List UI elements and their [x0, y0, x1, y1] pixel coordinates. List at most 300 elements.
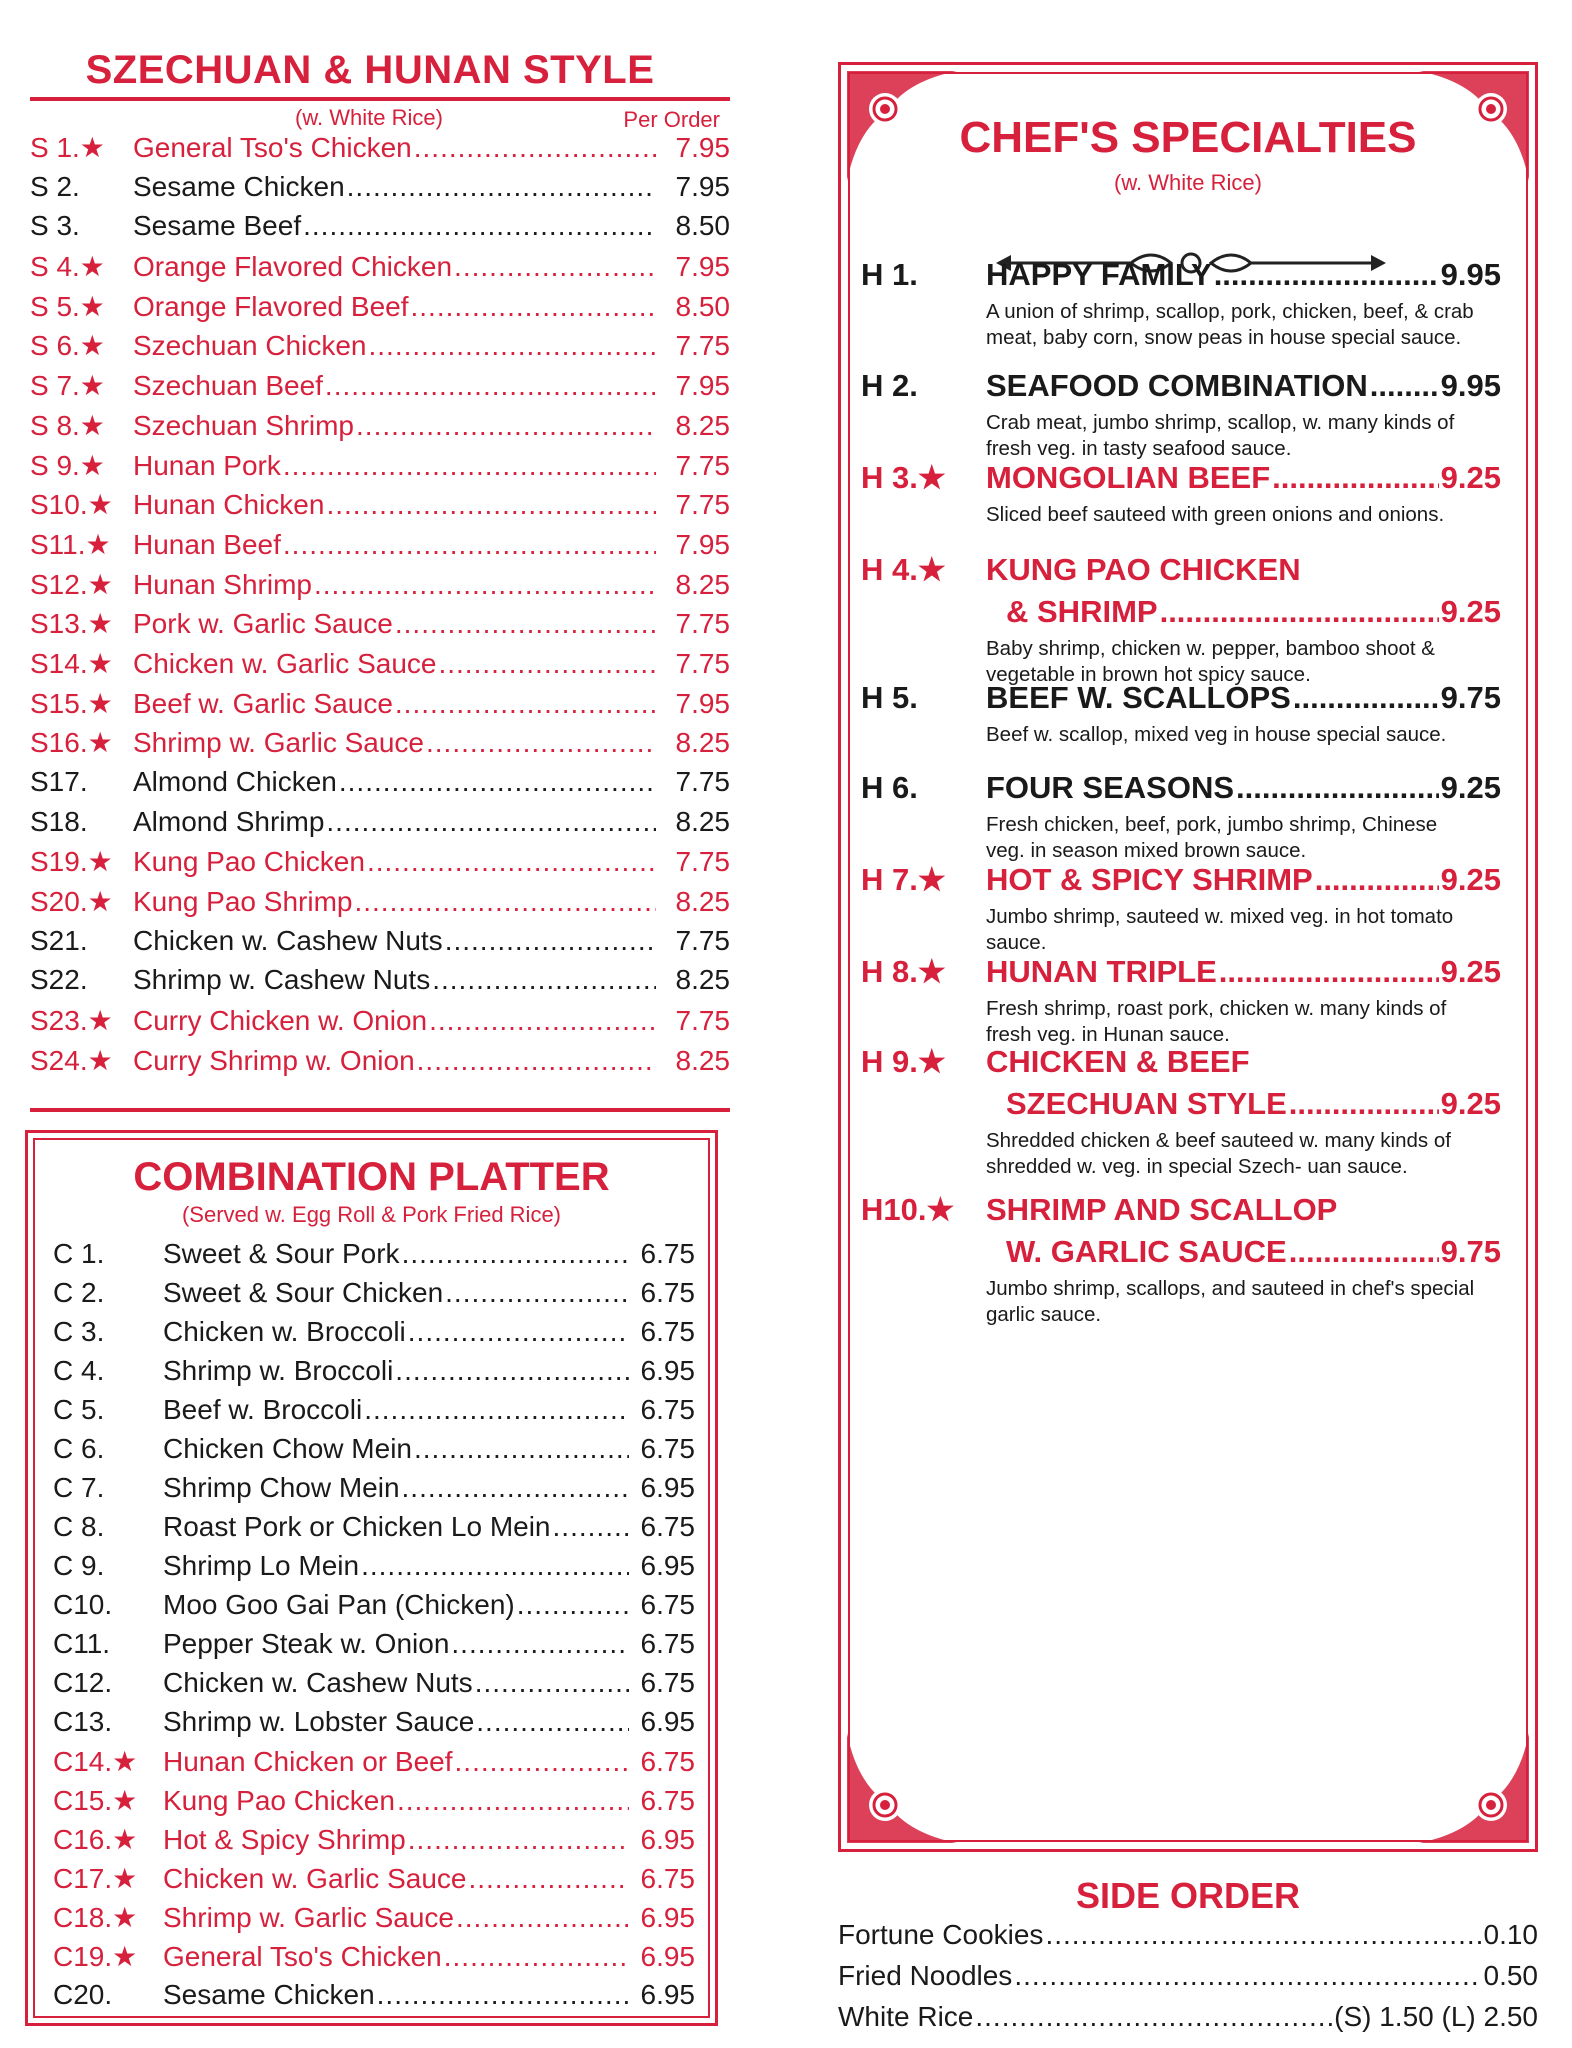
dot-leader	[1045, 1919, 1481, 1951]
item-code: S18.	[30, 805, 88, 837]
item-name: Chicken w. Broccoli	[163, 1316, 406, 1347]
item-code: S17.	[30, 766, 88, 797]
specialty-item	[861, 552, 1501, 688]
rose-corner-icon	[1419, 1733, 1529, 1843]
dot-leader	[1160, 594, 1439, 630]
item-name: Moo Goo Gai Pan (Chicken)	[163, 1589, 515, 1620]
item-name: Hunan Pork	[133, 449, 281, 481]
item-name: Chicken w. Cashew Nuts	[163, 1667, 473, 1698]
item-name: Sweet & Sour Pork	[163, 1238, 400, 1269]
menu-item	[53, 1238, 695, 1277]
item-code: H 6.	[861, 770, 918, 805]
dot-leader	[475, 1667, 629, 1699]
dot-leader	[975, 2001, 1332, 2033]
item-name: MONGOLIAN BEEF	[986, 460, 1271, 495]
item-price: 6.75	[640, 1863, 695, 1894]
item-name: KUNG PAO CHICKEN	[986, 552, 1301, 587]
item-description: Fresh chicken, beef, pork, jumbo shrimp, Chinese veg. in season mixed brown sauce.	[986, 813, 1438, 862]
item-price: 9.25	[1440, 770, 1501, 805]
menu-item	[30, 449, 730, 489]
menu-item	[53, 1862, 695, 1901]
item-price: 6.95	[640, 1355, 695, 1386]
item-code: C10.	[53, 1589, 113, 1620]
item-code: C11.	[53, 1628, 111, 1659]
item-price: 6.95	[640, 1706, 695, 1737]
menu-item	[30, 369, 730, 409]
dot-leader	[468, 1863, 629, 1895]
menu-item	[30, 568, 730, 608]
item-name: BEEF W. SCALLOPS	[986, 680, 1291, 715]
dot-leader	[438, 648, 656, 680]
item-price: 6.95	[640, 1941, 695, 1972]
item-code: C 8.	[53, 1511, 105, 1542]
item-price: 7.75	[675, 766, 730, 797]
item-description: A union of shrimp, scallop, pork, chicken, beef, & crab meat, baby corn, snow peas in house special sauce.	[986, 300, 1474, 349]
menu-item	[53, 1745, 695, 1784]
menu-item	[53, 1823, 695, 1862]
menu-item	[30, 726, 730, 766]
item-description: Jumbo shrimp, sauteed w. mixed veg. in hot tomato sauce.	[986, 905, 1454, 954]
item-name: Curry Shrimp w. Onion	[133, 1044, 415, 1076]
item-price: 8.25	[675, 805, 730, 837]
item-code: C13.	[53, 1706, 113, 1737]
dot-leader	[517, 1589, 629, 1621]
item-description: Crab meat, jumbo shrimp, scallop, w. many kinds of fresh veg. in tasty seafood sauce.	[986, 411, 1455, 460]
combination-title: COMBINATION PLATTER	[133, 1155, 610, 1199]
item-price: 7.75	[675, 330, 730, 362]
item-code: C19.★	[53, 1941, 138, 1972]
item-code: H 4.★	[861, 552, 946, 587]
dot-leader	[339, 766, 656, 798]
menu-item	[30, 607, 730, 647]
item-code: C 7.	[53, 1472, 105, 1503]
item-code: S 8.★	[30, 409, 105, 441]
item-price: 6.95	[640, 1472, 695, 1503]
menu-item	[53, 1433, 695, 1472]
item-name: Chicken Chow Mein	[163, 1433, 412, 1464]
menu-item	[53, 1628, 695, 1667]
item-name: SHRIMP AND SCALLOP	[986, 1192, 1338, 1227]
item-code: S14.★	[30, 647, 113, 679]
dot-leader	[417, 1045, 656, 1077]
menu-item	[53, 1277, 695, 1316]
side-order-list	[838, 1919, 1538, 2040]
item-name: Almond Shrimp	[133, 805, 325, 837]
combination-subtitle: (Served w. Egg Roll & Pork Fried Rice)	[181, 1202, 562, 1227]
chefs-specialties-title: CHEF'S SPECIALTIES	[959, 113, 1417, 162]
item-price: 6.75	[640, 1277, 695, 1308]
item-code: S 2.	[30, 170, 80, 202]
item-code: S 5.★	[30, 290, 105, 322]
menu-item	[30, 845, 730, 885]
item-price: 8.25	[675, 727, 730, 759]
item-price: 9.25	[1440, 862, 1501, 897]
item-name: Orange Flavored Beef	[133, 290, 409, 322]
dot-leader	[1219, 954, 1439, 990]
szechuan-menu-list	[30, 131, 730, 1084]
item-name: Pepper Steak w. Onion	[163, 1628, 450, 1659]
menu-item	[53, 1979, 695, 2018]
item-description: Jumbo shrimp, scallops, and sauteed in chef's special garlic sauce.	[986, 1277, 1475, 1326]
combination-menu-list	[28, 1238, 715, 2018]
dot-leader	[1272, 460, 1438, 496]
item-code: H10.★	[861, 1192, 955, 1227]
dot-leader	[1014, 1960, 1481, 1992]
menu-item	[30, 1004, 730, 1044]
item-name: Shrimp w. Cashew Nuts	[133, 964, 431, 996]
item-price: 7.95	[675, 170, 730, 202]
item-code: S 7.★	[30, 370, 105, 402]
menu-item	[30, 210, 730, 250]
item-name: CHICKEN & BEEF	[986, 1044, 1250, 1079]
specialty-item	[861, 460, 1501, 528]
item-name: Fried Noodles	[838, 1960, 1013, 1991]
specialty-item	[861, 257, 1501, 351]
item-name: Szechuan Chicken	[133, 330, 367, 362]
item-code: C 1.	[53, 1238, 105, 1269]
item-code: H 9.★	[861, 1044, 946, 1079]
item-price: 9.75	[1440, 1234, 1501, 1269]
menu-item	[53, 1940, 695, 1979]
menu-item	[53, 1511, 695, 1550]
item-price: 9.25	[1440, 1086, 1501, 1121]
item-price: 8.25	[675, 568, 730, 600]
menu-item	[53, 1589, 695, 1628]
item-name: Szechuan Shrimp	[133, 409, 355, 441]
specialty-item	[861, 680, 1501, 748]
side-order-title: SIDE ORDER	[1075, 1875, 1301, 1916]
item-price: 9.95	[1440, 257, 1501, 292]
dot-leader	[1370, 368, 1439, 404]
menu-item	[53, 1472, 695, 1511]
item-price: 7.95	[675, 528, 730, 560]
item-price: 8.25	[675, 409, 730, 441]
item-price: 9.25	[1440, 594, 1501, 629]
dot-leader	[1236, 770, 1439, 806]
item-price: 7.75	[675, 449, 730, 481]
item-code: C 4.	[53, 1355, 105, 1386]
item-price: 7.75	[675, 489, 730, 521]
item-code: H 7.★	[861, 862, 946, 897]
item-description: Beef w. scallop, mixed veg in house special sauce.	[986, 723, 1447, 746]
item-name: Shrimp w. Garlic Sauce	[163, 1902, 454, 1933]
item-price: 6.75	[640, 1433, 695, 1464]
item-price: 7.75	[675, 608, 730, 640]
dot-leader	[445, 1277, 629, 1309]
item-name: FOUR SEASONS	[986, 770, 1235, 805]
menu-item	[30, 250, 730, 290]
item-code: S19.★	[30, 846, 113, 878]
item-name: Kung Pao Shrimp	[133, 886, 353, 918]
item-price: 8.25	[675, 964, 730, 996]
dot-leader	[1293, 680, 1439, 716]
item-price: 6.75	[640, 1238, 695, 1269]
dot-leader	[1315, 862, 1439, 898]
menu-item	[30, 964, 730, 1004]
item-name: SEAFOOD COMBINATION	[986, 368, 1368, 403]
item-code: C17.★	[53, 1863, 138, 1894]
menu-item	[53, 1355, 695, 1394]
dot-leader	[1214, 257, 1439, 293]
item-name: Chicken w. Garlic Sauce	[133, 647, 437, 679]
menu-item	[838, 1919, 1538, 1958]
menu-item	[53, 1394, 695, 1433]
dot-leader	[326, 489, 656, 521]
item-code: C16.★	[53, 1824, 138, 1855]
dot-leader	[356, 410, 656, 442]
item-price: 7.95	[675, 132, 730, 163]
item-name: HOT & SPICY SHRIMP	[986, 862, 1313, 897]
dot-leader	[397, 1785, 629, 1817]
dot-leader	[1289, 1086, 1439, 1122]
chefs-specialties-subtitle: (w. White Rice)	[1114, 170, 1262, 195]
dot-leader	[456, 1902, 629, 1934]
item-price: 0.10	[1483, 1919, 1538, 1950]
item-code: S13.★	[30, 608, 113, 640]
item-price: 7.75	[675, 846, 730, 878]
item-code: S24.★	[30, 1044, 113, 1076]
item-price: 7.95	[675, 687, 730, 719]
item-name: Shrimp w. Garlic Sauce	[133, 727, 424, 759]
dot-leader	[402, 1472, 629, 1504]
dot-leader	[303, 210, 656, 242]
menu-item	[53, 1784, 695, 1823]
rose-corner-icon	[847, 1733, 957, 1843]
item-code: H 8.★	[861, 954, 946, 989]
item-code: H 3.★	[861, 460, 946, 495]
dot-leader	[325, 370, 656, 402]
specialty-item	[861, 1044, 1501, 1180]
dot-leader	[476, 1706, 629, 1738]
item-price: 6.75	[640, 1589, 695, 1620]
menu-item	[30, 528, 730, 568]
dot-leader	[408, 1316, 629, 1348]
menu-item	[30, 409, 730, 449]
dot-leader	[326, 806, 656, 838]
item-price: 6.75	[640, 1746, 695, 1777]
dot-leader	[395, 688, 656, 720]
per-order-label: Per Order	[623, 107, 720, 132]
item-name: Sesame Chicken	[133, 170, 345, 202]
combination-platter-box	[25, 1130, 718, 2026]
szechuan-subtitle: (w. White Rice)	[295, 105, 443, 130]
menu-item	[53, 1316, 695, 1355]
item-name: Szechuan Beef	[133, 370, 323, 402]
item-description: Fresh shrimp, roast pork, chicken w. many kinds of fresh veg. in Hunan sauce.	[986, 997, 1447, 1046]
dot-leader	[408, 1824, 629, 1856]
item-price: 6.75	[640, 1316, 695, 1347]
item-price: 7.75	[675, 924, 730, 956]
szechuan-title: SZECHUAN & HUNAN STYLE	[85, 48, 655, 92]
dot-leader	[361, 1550, 629, 1582]
item-code: C18.★	[53, 1902, 138, 1933]
item-description: Shredded chicken & beef sauteed w. many kinds of shredded w. veg. in special Szech- uan sauce.	[986, 1129, 1451, 1178]
dot-leader	[414, 132, 656, 164]
item-code: S22.	[30, 964, 88, 996]
dot-leader	[454, 251, 656, 283]
item-code: H 5.	[861, 680, 918, 715]
item-code: C15.★	[53, 1785, 138, 1816]
item-price: 6.95	[640, 1979, 695, 2010]
item-price: 6.95	[640, 1824, 695, 1855]
item-code: C 9.	[53, 1550, 105, 1581]
item-code: S21.	[30, 924, 88, 956]
dot-leader	[426, 727, 656, 759]
item-price: 8.50	[675, 210, 730, 242]
item-description: Sliced beef sauteed with green onions and onions.	[986, 503, 1445, 526]
dot-leader	[395, 1355, 629, 1387]
item-name: Kung Pao Chicken	[133, 846, 365, 878]
specialty-item	[861, 862, 1501, 956]
menu-item	[30, 885, 730, 925]
section-divider	[30, 1108, 730, 1112]
item-name: Hunan Chicken	[133, 489, 325, 521]
menu-item	[30, 687, 730, 727]
item-code: S 6.★	[30, 330, 105, 362]
item-code: C 5.	[53, 1394, 105, 1425]
menu-item	[53, 1901, 695, 1940]
dot-leader	[553, 1511, 629, 1543]
dot-leader	[402, 1238, 629, 1270]
item-name: Sesame Chicken	[163, 1979, 375, 2010]
menu-item	[838, 1960, 1538, 1999]
dot-leader	[368, 330, 656, 362]
item-price: 8.25	[675, 1044, 730, 1076]
item-code: S 9.★	[30, 449, 105, 481]
item-name: Shrimp Chow Mein	[163, 1472, 400, 1503]
item-name-continued: SZECHUAN STYLE	[1006, 1086, 1287, 1121]
specialty-item	[861, 1192, 1501, 1328]
item-code: S20.★	[30, 886, 113, 918]
item-code: S 4.★	[30, 251, 105, 283]
dot-leader	[451, 1628, 629, 1660]
side-order-section	[838, 1875, 1538, 2040]
item-price: (S) 1.50 (L) 2.50	[1334, 2001, 1538, 2032]
item-name: General Tso's Chicken	[133, 132, 412, 163]
item-name: Hunan Chicken or Beef	[163, 1746, 453, 1777]
item-name: Hunan Beef	[133, 528, 281, 560]
menu-item	[30, 131, 730, 171]
item-name: Shrimp Lo Mein	[163, 1550, 360, 1581]
item-price: 7.95	[675, 251, 730, 283]
item-name: Shrimp w. Broccoli	[163, 1355, 394, 1386]
item-name: Pork w. Garlic Sauce	[133, 608, 393, 640]
item-code: S15.★	[30, 687, 113, 719]
item-name: Hot & Spicy Shrimp	[163, 1824, 406, 1855]
item-name: General Tso's Chicken	[163, 1941, 442, 1972]
item-name: Hunan Shrimp	[133, 568, 312, 600]
menu-item	[53, 1706, 695, 1745]
item-name: Chicken w. Cashew Nuts	[133, 924, 443, 956]
menu-item	[30, 806, 730, 846]
item-name: Fortune Cookies	[838, 1919, 1044, 1950]
item-code: S11.★	[30, 528, 111, 560]
item-price: 6.75	[640, 1667, 695, 1698]
specialty-item	[861, 368, 1501, 462]
menu-item	[30, 488, 730, 528]
menu-item	[53, 1550, 695, 1589]
item-code: S 1.★	[30, 132, 105, 163]
dot-leader	[377, 1979, 629, 2011]
item-name: Almond Chicken	[133, 766, 337, 797]
item-name: Sweet & Sour Chicken	[163, 1277, 444, 1308]
menu-item	[30, 290, 730, 330]
dot-leader	[445, 925, 656, 957]
chefs-specialties-box	[838, 62, 1538, 1852]
menu-item	[30, 766, 730, 806]
item-name: Chicken w. Garlic Sauce	[163, 1863, 467, 1894]
item-code: S23.★	[30, 1005, 113, 1037]
item-price: 6.75	[640, 1628, 695, 1659]
item-code: C 6.	[53, 1433, 105, 1464]
item-name: Orange Flavored Chicken	[133, 251, 453, 283]
item-name: Kung Pao Chicken	[163, 1785, 395, 1816]
specialty-item	[861, 770, 1501, 864]
item-code: S12.★	[30, 568, 113, 600]
item-code: C20.	[53, 1979, 113, 2010]
item-price: 9.95	[1440, 368, 1501, 403]
dot-leader	[432, 964, 656, 996]
dot-leader	[367, 846, 656, 878]
menu-item	[30, 171, 730, 211]
item-code: C12.	[53, 1667, 113, 1698]
menu-item	[30, 925, 730, 965]
item-price: 0.50	[1483, 1960, 1538, 1991]
menu-item	[838, 2001, 1538, 2040]
menu-item	[53, 1667, 695, 1706]
dot-leader	[1289, 1234, 1439, 1270]
dot-leader	[283, 450, 656, 482]
item-price: 6.95	[640, 1550, 695, 1581]
item-name: Beef w. Broccoli	[163, 1394, 363, 1425]
item-code: C 2.	[53, 1277, 105, 1308]
item-price: 7.95	[675, 370, 730, 402]
item-price: 8.50	[675, 290, 730, 322]
item-description: Baby shrimp, chicken w. pepper, bamboo shoot & vegetable in brown hot spicy sauce.	[986, 637, 1435, 686]
item-price: 7.75	[675, 1005, 730, 1037]
item-name: HUNAN TRIPLE	[986, 954, 1217, 989]
item-name-continued: & SHRIMP	[1006, 594, 1158, 629]
dot-leader	[411, 291, 657, 323]
dot-leader	[364, 1394, 629, 1426]
item-name: Curry Chicken w. Onion	[133, 1005, 428, 1037]
item-price: 6.75	[640, 1394, 695, 1425]
item-name-continued: W. GARLIC SAUCE	[1006, 1234, 1287, 1269]
item-price: 9.25	[1440, 954, 1501, 989]
dot-leader	[395, 608, 656, 640]
item-price: 6.95	[640, 1902, 695, 1933]
menu-item	[30, 329, 730, 369]
item-code: S 3.	[30, 210, 80, 242]
dot-leader	[414, 1433, 629, 1465]
dot-leader	[429, 1005, 656, 1037]
dot-leader	[314, 569, 656, 601]
item-price: 6.75	[640, 1511, 695, 1542]
szechuan-hunan-section	[30, 48, 730, 1084]
item-code: C 3.	[53, 1316, 105, 1347]
item-code: H 2.	[861, 368, 918, 403]
item-code: S16.★	[30, 727, 113, 759]
item-price: 6.75	[640, 1785, 695, 1816]
item-code: H 1.	[861, 257, 918, 292]
item-name: Roast Pork or Chicken Lo Mein	[163, 1511, 551, 1542]
item-name: Shrimp w. Lobster Sauce	[163, 1706, 475, 1737]
dot-leader	[455, 1746, 629, 1778]
item-name: White Rice	[838, 2001, 974, 2032]
item-price: 8.25	[675, 886, 730, 918]
item-price: 9.75	[1440, 680, 1501, 715]
item-price: 7.75	[675, 647, 730, 679]
